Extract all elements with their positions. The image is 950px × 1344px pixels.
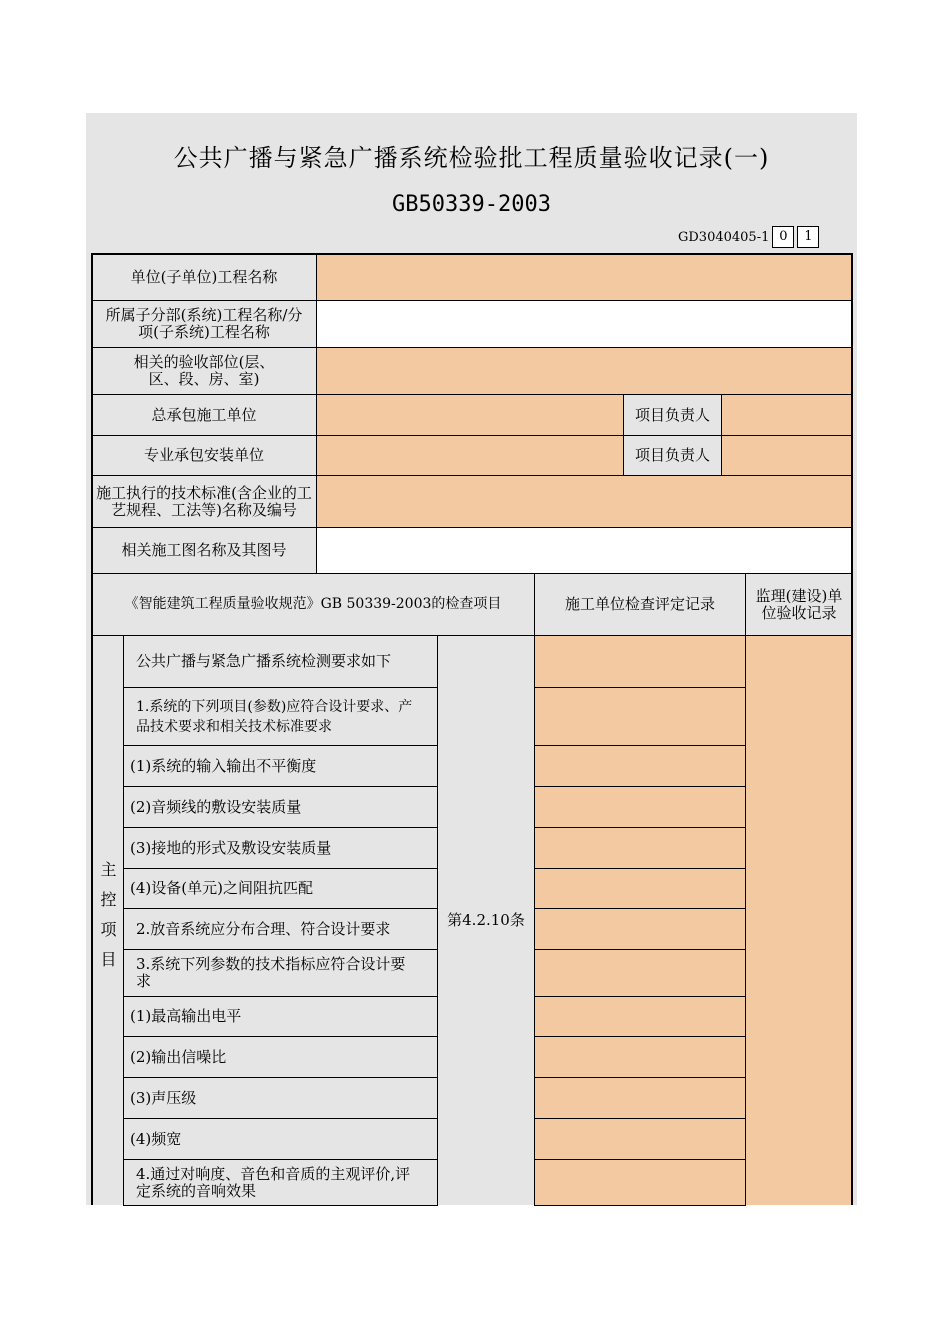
drawing-label: 相关施工图名称及其图号 (91, 527, 317, 574)
form-title: 公共广播与紧急广播系统检验批工程质量验收记录(一) (173, 144, 770, 172)
project-name-label: 单位(子单位)工程名称 (91, 253, 317, 301)
record-input-4[interactable] (534, 827, 746, 869)
record-input-10[interactable] (534, 1077, 746, 1119)
main-control-group-label (91, 635, 124, 1205)
item-row-2: (1)系统的输入输出不平衡度 (123, 745, 438, 787)
item-row-10: (3)声压级 (123, 1077, 438, 1119)
item-row-9: (2)输出信噪比 (123, 1036, 438, 1078)
record-input-7[interactable] (534, 949, 746, 997)
form-code: GD3040405-1 (678, 229, 770, 245)
item-row-1: 1.系统的下列项目(参数)应符合设计要求、产品技术要求和相关技术标准要求 (123, 687, 438, 746)
item-row-11: (4)频宽 (123, 1118, 438, 1160)
subdivision-label: 所属子分部(系统)工程名称/分项(子系统)工程名称 (91, 300, 317, 348)
item-row-6: 2.放音系统应分布合理、符合设计要求 (123, 908, 438, 950)
record-input-1[interactable] (534, 687, 746, 746)
standard-input[interactable] (316, 475, 853, 528)
general-manager-label: 项目负责人 (623, 394, 722, 436)
drawing-input[interactable] (316, 527, 853, 574)
specialty-contractor-label: 专业承包安装单位 (91, 435, 317, 476)
record-input-5[interactable] (534, 868, 746, 909)
item-row-7: 3.系统下列参数的技术指标应符合设计要求 (123, 949, 438, 997)
specialty-manager-input[interactable] (721, 435, 853, 476)
record-input-11[interactable] (534, 1118, 746, 1160)
clause-cell: 第4.2.10条 (437, 635, 535, 1205)
record-input-0[interactable] (534, 635, 746, 688)
main-control-text: 主控项目 (98, 860, 117, 981)
item-row-5: (4)设备(单元)之间阻抗匹配 (123, 868, 438, 909)
form-code-row (678, 226, 819, 248)
location-input[interactable] (316, 347, 853, 395)
subdivision-input[interactable] (316, 300, 853, 348)
location-label: 相关的验收部位(层、区、段、房、室) (91, 347, 317, 395)
record-input-9[interactable] (534, 1036, 746, 1078)
item-row-4: (3)接地的形式及敷设安装质量 (123, 827, 438, 869)
standard-label: 施工执行的技术标准(含企业的工艺规程、工法等)名称及编号 (91, 475, 317, 528)
record-input-12[interactable] (534, 1159, 746, 1206)
item-row-12: 4.通过对响度、音色和音质的主观评价,评定系统的音响效果 (123, 1159, 438, 1206)
specialty-contractor-input[interactable] (316, 435, 624, 476)
record-input-3[interactable] (534, 786, 746, 828)
general-contractor-input[interactable] (316, 394, 624, 436)
construction-record-header: 施工单位检查评定记录 (534, 573, 746, 636)
record-input-2[interactable] (534, 745, 746, 787)
project-name-input[interactable] (316, 253, 853, 301)
code-digit-1[interactable]: 0 (772, 226, 794, 248)
item-row-8: (1)最高输出电平 (123, 996, 438, 1037)
item-row-0: 公共广播与紧急广播系统检测要求如下 (123, 635, 438, 688)
supervision-record-header: 监理(建设)单位验收记录 (745, 573, 853, 636)
standard-code: GB50339-2003 (392, 192, 551, 217)
record-input-8[interactable] (534, 996, 746, 1037)
item-row-3: (2)音频线的敷设安装质量 (123, 786, 438, 828)
supervision-record-input[interactable] (745, 635, 853, 1205)
general-manager-input[interactable] (721, 394, 853, 436)
check-items-header: 《智能建筑工程质量验收规范》GB 50339-2003的检查项目 (91, 573, 535, 636)
specialty-manager-label: 项目负责人 (623, 435, 722, 476)
code-digit-2[interactable]: 1 (797, 226, 819, 248)
general-contractor-label: 总承包施工单位 (91, 394, 317, 436)
record-input-6[interactable] (534, 908, 746, 950)
